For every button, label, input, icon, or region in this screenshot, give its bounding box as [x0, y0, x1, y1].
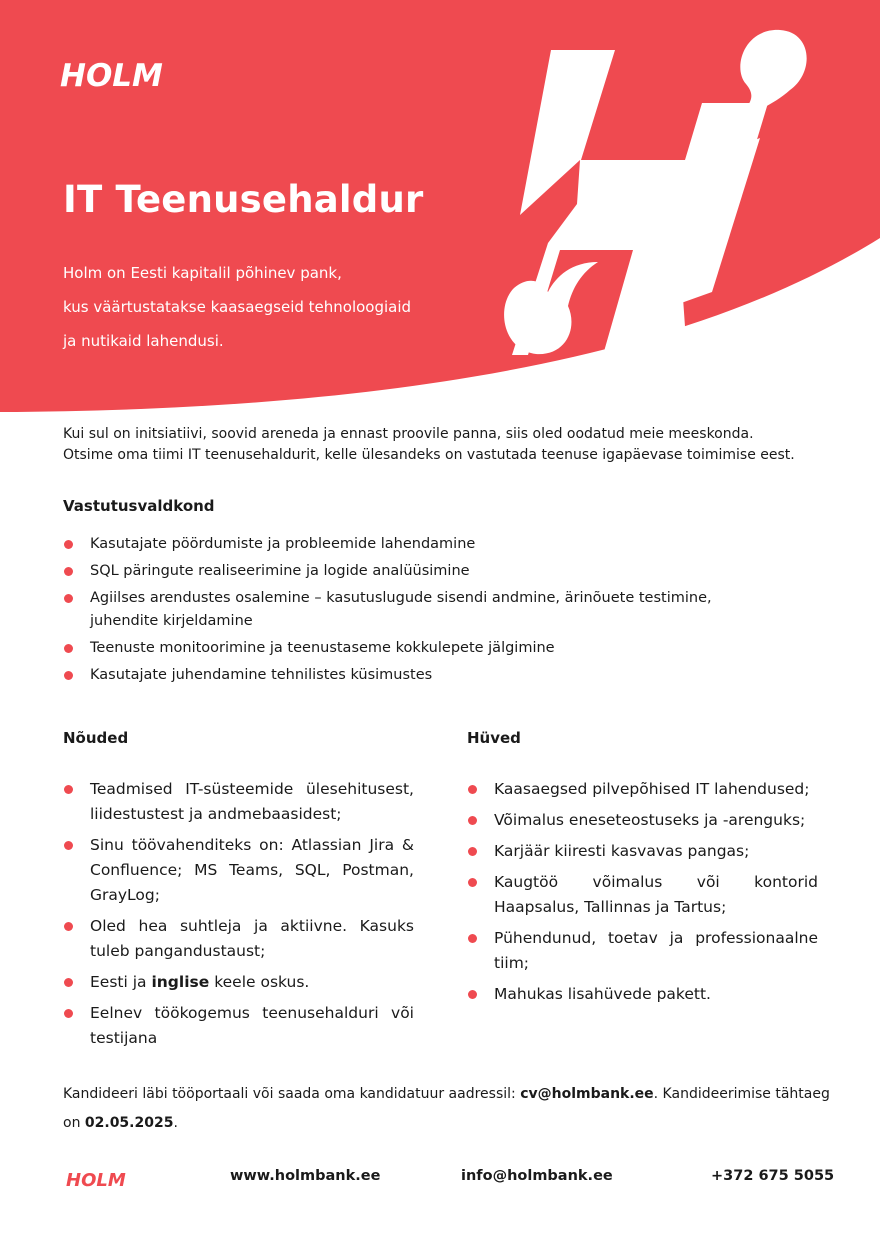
bullet-icon — [64, 785, 73, 794]
list-item-text: Pühendunud, toetav ja professionaalne tiim; — [494, 929, 818, 972]
bullet-icon — [64, 671, 73, 680]
list-item — [467, 808, 818, 833]
list-item-text: Oled hea suhtleja ja aktiivne. Kasuks tuleb pangandustaust; — [90, 917, 414, 960]
list-item — [467, 839, 818, 864]
intro-line: Otsime oma tiimi IT teenusehaldurit, kelle ülesandeks on vastutada teenuse igapäevase toimimise eest. — [63, 447, 795, 463]
footer-website-link[interactable]: www.holmbank.ee — [230, 1168, 381, 1184]
list-item-emphasis: inglise — [151, 973, 210, 991]
list-item — [63, 914, 414, 964]
intro-line: Kui sul on initsiatiivi, soovid areneda ja ennast proovile panna, siis oled oodatud meie meeskonda. — [63, 426, 754, 442]
svg-text:HOLM: HOLM — [60, 58, 163, 92]
list-item-text: Teenuste monitoorimine ja teenustaseme kokkulepete jälgimine — [90, 640, 555, 656]
footer-email-link[interactable]: info@holmbank.ee — [461, 1168, 613, 1184]
list-item-text: Kaugtöö võimalus või kontorid Haapsalus, Tallinnas ja Tartus; — [494, 873, 818, 916]
footer-phone[interactable]: +372 675 5055 — [711, 1168, 835, 1184]
list-item-text: Võimalus eneseteostuseks ja -arenguks; — [494, 811, 806, 829]
holm-logo — [60, 58, 184, 92]
list-item-text: Eelnev töökogemus teenusehalduri või testijana — [90, 1004, 414, 1047]
svg-text:HOLM: HOLM — [66, 1170, 126, 1190]
list-item — [63, 777, 414, 827]
footer-holm-logo — [66, 1168, 136, 1190]
list-item-text: Kasutajate pöördumiste ja probleemide lahendamine — [90, 536, 476, 552]
list-item — [467, 982, 818, 1007]
apply-text: . Kandideerimise tähtaeg on — [63, 1086, 830, 1131]
tagline-line: ja nutikaid lahendusi. — [63, 332, 224, 350]
list-item-text: Sinu töövahenditeks on: Atlassian Jira & Confluence; MS Teams, SQL, Postman, GrayLog; — [90, 836, 414, 904]
list-item — [63, 533, 763, 556]
list-item — [63, 970, 414, 995]
bullet-icon — [468, 990, 477, 999]
list-item — [467, 777, 818, 802]
apply-text: Kandideeri läbi tööportaali või saada oma kandidatuur aadressil: — [63, 1086, 521, 1102]
bullet-icon — [468, 785, 477, 794]
list-item-text: Karjäär kiiresti kasvavas pangas; — [494, 842, 750, 860]
apply-email-link[interactable]: cv@holmbank.ee — [520, 1086, 654, 1102]
tagline-line: kus väärtustatakse kaasaegseid tehnoloogiaid — [63, 298, 412, 316]
bullet-icon — [468, 934, 477, 943]
list-item — [63, 587, 763, 633]
bullet-icon — [64, 594, 73, 603]
list-item-text: Eesti ja — [90, 973, 152, 991]
bullet-icon — [64, 922, 73, 931]
responsibilities-heading: Vastutusvaldkond — [63, 497, 215, 515]
bullet-icon — [64, 1009, 73, 1018]
apply-text: . — [173, 1115, 178, 1131]
bullet-icon — [64, 567, 73, 576]
intro-text — [63, 424, 833, 466]
bullet-icon — [468, 878, 477, 887]
hero-tagline — [63, 256, 411, 358]
list-item — [63, 833, 414, 908]
requirements-heading: Nõuded — [63, 729, 129, 747]
list-item — [63, 637, 763, 660]
list-item — [467, 870, 818, 920]
apply-deadline: 02.05.2025 — [84, 1115, 174, 1131]
bullet-icon — [64, 540, 73, 549]
bullet-icon — [468, 816, 477, 825]
job-title: IT Teenusehaldur — [63, 178, 424, 221]
list-item-text: SQL päringute realiseerimine ja logide analüüsimine — [90, 563, 470, 579]
benefits-heading: Hüved — [467, 729, 521, 747]
list-item-text: Mahukas lisahüvede pakett. — [494, 985, 711, 1003]
list-item-text: Agiilses arendustes osalemine – kasutuslugude sisendi andmine, ärinõuete testimine, juhendite kirjeldamine — [90, 590, 712, 629]
list-item-text: Kaasaegsed pilvepõhised IT lahendused; — [494, 780, 810, 798]
bullet-icon — [64, 644, 73, 653]
list-item-text: Kasutajate juhendamine tehnilistes küsimustes — [90, 667, 433, 683]
application-info — [63, 1080, 833, 1138]
footer — [0, 1160, 880, 1196]
requirements-list — [63, 777, 414, 1057]
tagline-line: Holm on Eesti kapitalil põhinev pank, — [63, 264, 342, 282]
responsibilities-list — [63, 533, 763, 691]
list-item — [63, 664, 763, 687]
list-item — [63, 1001, 414, 1051]
bullet-icon — [64, 841, 73, 850]
benefits-list — [467, 777, 818, 1013]
bullet-icon — [64, 978, 73, 987]
list-item — [63, 560, 763, 583]
bullet-icon — [468, 847, 477, 856]
list-item-text: Teadmised IT-süsteemide ülesehitusest, liidestustest ja andmebaasidest; — [90, 780, 414, 823]
list-item — [467, 926, 818, 976]
list-item-text: keele oskus. — [209, 973, 310, 991]
